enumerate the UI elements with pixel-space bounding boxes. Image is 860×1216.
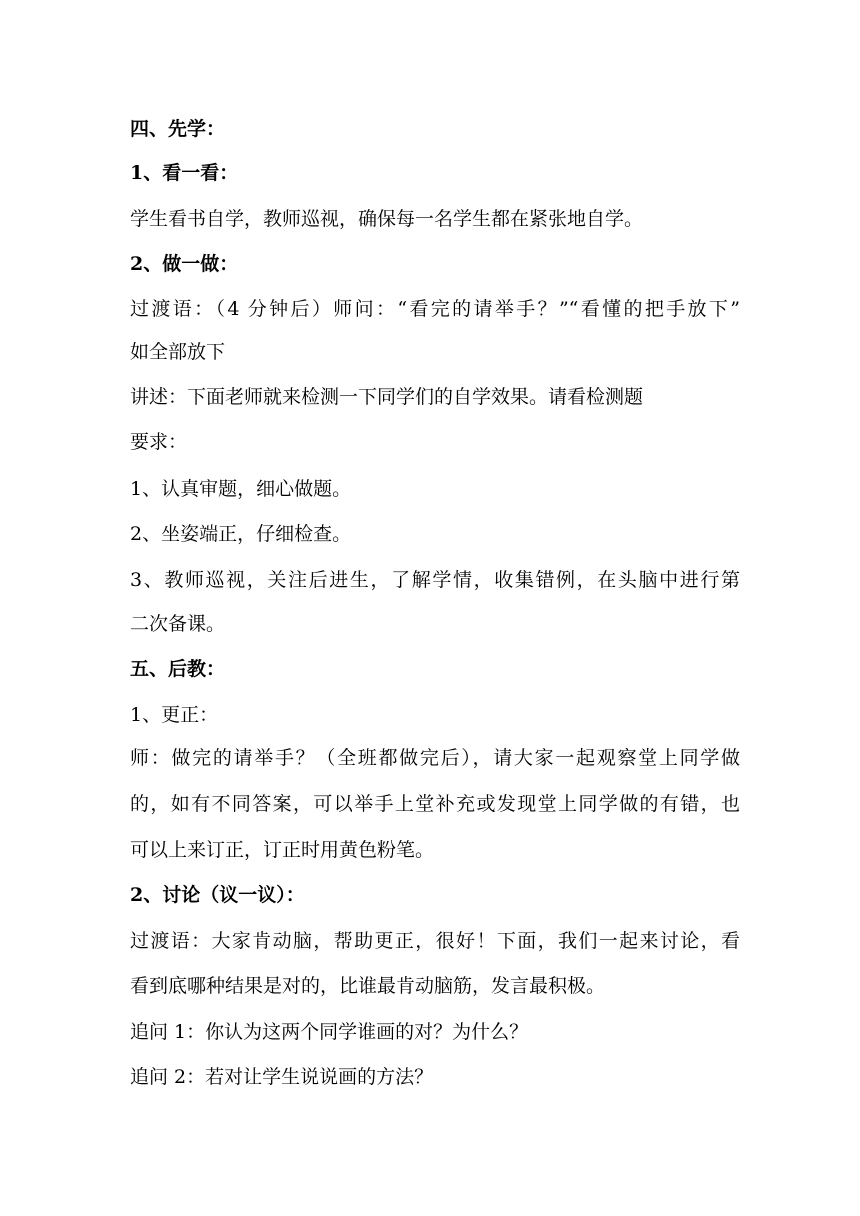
paragraph-line: 师：做完的请举手？（全班都做完后），请大家一起观察堂上同学做 (130, 747, 740, 769)
section-heading-xianxue: 四、先学： (130, 118, 226, 140)
list-item: 3、教师巡视，关注后进生，了解学情，收集错例，在头脑中进行第 (130, 569, 740, 591)
subheading-kanyikan: 1、看一看： (130, 162, 239, 184)
paragraph-line: 如全部放下 (130, 341, 226, 363)
subheading-gengzheng: 1、更正： (130, 704, 219, 726)
paragraph-line: 看到底哪种结果是对的，比谁最肯动脑筋，发言最积极。 (130, 975, 606, 997)
paragraph-line: 的，如有不同答案，可以举手上堂补充或发现堂上同学做的有错，也 (130, 793, 740, 815)
paragraph-line: 讲述：下面老师就来检测一下同学们的自学效果。请看检测题 (130, 386, 644, 408)
paragraph-line: 学生看书自学，教师巡视，确保每一名学生都在紧张地自学。 (130, 208, 644, 230)
paragraph-line: 可以上来订正，订正时用黄色粉笔。 (130, 839, 435, 861)
subheading-zuoyizuo: 2、做一做： (130, 253, 239, 275)
list-item: 1、认真审题，细心做题。 (130, 478, 352, 500)
paragraph-line: 过渡语：（4 分钟后）师问：“看完的请举手？”“看懂的把手放下” (130, 298, 740, 320)
list-item: 2、坐姿端正，仔细检查。 (130, 523, 352, 545)
subheading-taolun: 2、讨论（议一议）： (130, 884, 305, 906)
question-line: 追问 1：你认为这两个同学谁画的对？为什么？ (130, 1021, 529, 1043)
requirements-label: 要求： (130, 431, 188, 453)
paragraph-line: 二次备课。 (130, 613, 226, 635)
question-line: 追问 2：若对让学生说说画的方法？ (130, 1066, 434, 1088)
section-heading-houjiao: 五、后教： (130, 658, 226, 680)
paragraph-line: 过渡语：大家肯动脑，帮助更正，很好！下面，我们一起来讨论，看 (130, 930, 740, 952)
